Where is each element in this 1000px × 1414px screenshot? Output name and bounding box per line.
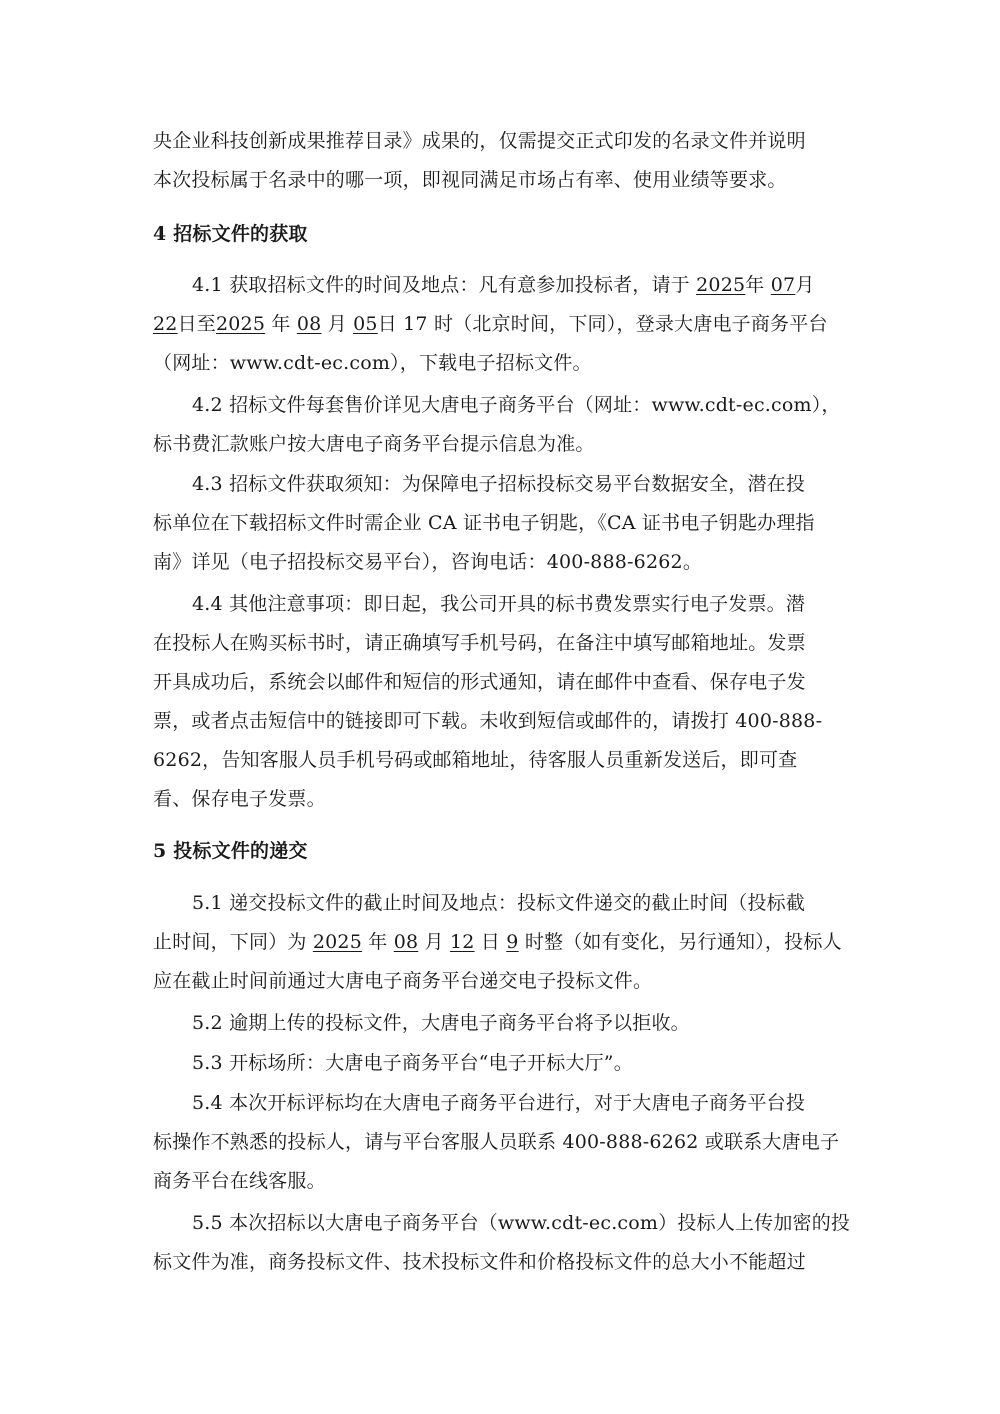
para-5-3-number: 5.3 [192, 1052, 223, 1074]
para-4-2-number: 4.2 [192, 394, 223, 416]
para-4-4-number: 4.4 [192, 593, 223, 615]
para-5-1-number: 5.1 [192, 892, 223, 914]
para-4-4-line-3: 开具成功后，系统会以邮件和短信的形式通知，请在邮件中查看、保存电子发 [153, 671, 806, 693]
day-underlined: 05 [353, 313, 378, 335]
hour-underlined: 9 [506, 931, 519, 953]
para-4-1-number: 4.1 [192, 274, 223, 296]
year-underlined: 2025 [696, 274, 746, 296]
section-5-heading: 5 投标文件的递交 [153, 840, 308, 862]
year-underlined: 2025 [312, 931, 363, 953]
para-4-2-line-1: 4.2 招标文件每套售价详见大唐电子商务平台（网址：www.cdt-ec.com）， [192, 394, 841, 416]
para-4-4-line-6: 看、保存电子发票。 [153, 788, 326, 810]
para-5-4-line-3: 商务平台在线客服。 [153, 1170, 326, 1192]
section-4-heading: 4 招标文件的获取 [153, 223, 308, 245]
para-5-3-line-1: 5.3 开标场所：大唐电子商务平台“电子开标大厅”。 [192, 1052, 633, 1074]
intro-line-1: 央企业科技创新成果推荐目录》成果的，仅需提交正式印发的名录文件并说明 [153, 130, 806, 152]
para-4-4-line-4: 票，或者点击短信中的链接即可下载。未收到短信或邮件的，请拨打 400-888- [153, 710, 823, 732]
para-4-2-line-2: 标书费汇款账户按大唐电子商务平台提示信息为准。 [153, 433, 595, 455]
para-4-4-line-2: 在投标人在购买标书时，请正确填写手机号码，在备注中填写邮箱地址。发票 [153, 632, 806, 654]
para-4-1-line-1: 4.1 获取招标文件的时间及地点：凡有意参加投标者，请于 2025年 07月 [192, 274, 815, 296]
month-underlined: 07 [770, 274, 796, 296]
para-5-2-number: 5.2 [192, 1012, 223, 1034]
para-5-1-line-1: 5.1 递交投标文件的截止时间及地点：投标文件递交的截止时间（投标截 [192, 892, 806, 914]
para-4-3-line-3: 南》详见（电子招投标交易平台），咨询电话：400-888-6262。 [153, 551, 703, 573]
day-underlined: 12 [450, 931, 475, 953]
para-5-5-line-1: 5.5 本次招标以大唐电子商务平台（www.cdt-ec.com）投标人上传加密的投 [192, 1212, 851, 1234]
para-4-4-line-5: 6262，告知客服人员手机号码或邮箱地址，待客服人员重新发送后，即可查 [153, 749, 798, 771]
para-4-4-line-1: 4.4 其他注意事项：即日起，我公司开具的标书费发票实行电子发票。潜 [192, 593, 806, 615]
para-5-1-line-3: 应在截止时间前通过大唐电子商务平台递交电子投标文件。 [153, 970, 653, 992]
para-4-3-number: 4.3 [192, 473, 223, 495]
year-underlined: 2025 [215, 313, 266, 335]
day-underlined: 22 [153, 313, 178, 335]
para-4-3-line-1: 4.3 招标文件获取须知：为保障电子招标投标交易平台数据安全，潜在投 [192, 473, 806, 495]
para-5-1-line-2: 止时间，下同）为 2025 年 08 月 12 日 9 时整（如有变化，另行通知），投标人 [153, 931, 842, 953]
para-5-4-number: 5.4 [192, 1092, 223, 1114]
intro-line-2: 本次投标属于名录中的哪一项，即视同满足市场占有率、使用业绩等要求。 [153, 169, 787, 191]
para-5-2-line-1: 5.2 逾期上传的投标文件，大唐电子商务平台将予以拒收。 [192, 1012, 690, 1034]
para-5-4-line-2: 标操作不熟悉的投标人，请与平台客服人员联系 400-888-6262 或联系大唐电子 [153, 1131, 840, 1153]
para-5-5-number: 5.5 [192, 1212, 223, 1234]
para-4-1-line-2: 22日至2025 年 08 月 05日 17 时（北京时间，下同），登录大唐电子商务平台 [153, 313, 828, 335]
para-4-3-line-2: 标单位在下载招标文件时需企业 CA 证书电子钥匙，《CA 证书电子钥匙办理指 [153, 512, 815, 534]
para-4-1-line-3: （网址：www.cdt-ec.com），下载电子招标文件。 [153, 352, 592, 374]
para-5-4-line-1: 5.4 本次开标评标均在大唐电子商务平台进行，对于大唐电子商务平台投 [192, 1092, 806, 1114]
month-underlined: 08 [296, 313, 322, 335]
month-underlined: 08 [393, 931, 419, 953]
para-5-5-line-2: 标文件为准，商务投标文件、技术投标文件和价格投标文件的总大小不能超过 [153, 1251, 806, 1273]
